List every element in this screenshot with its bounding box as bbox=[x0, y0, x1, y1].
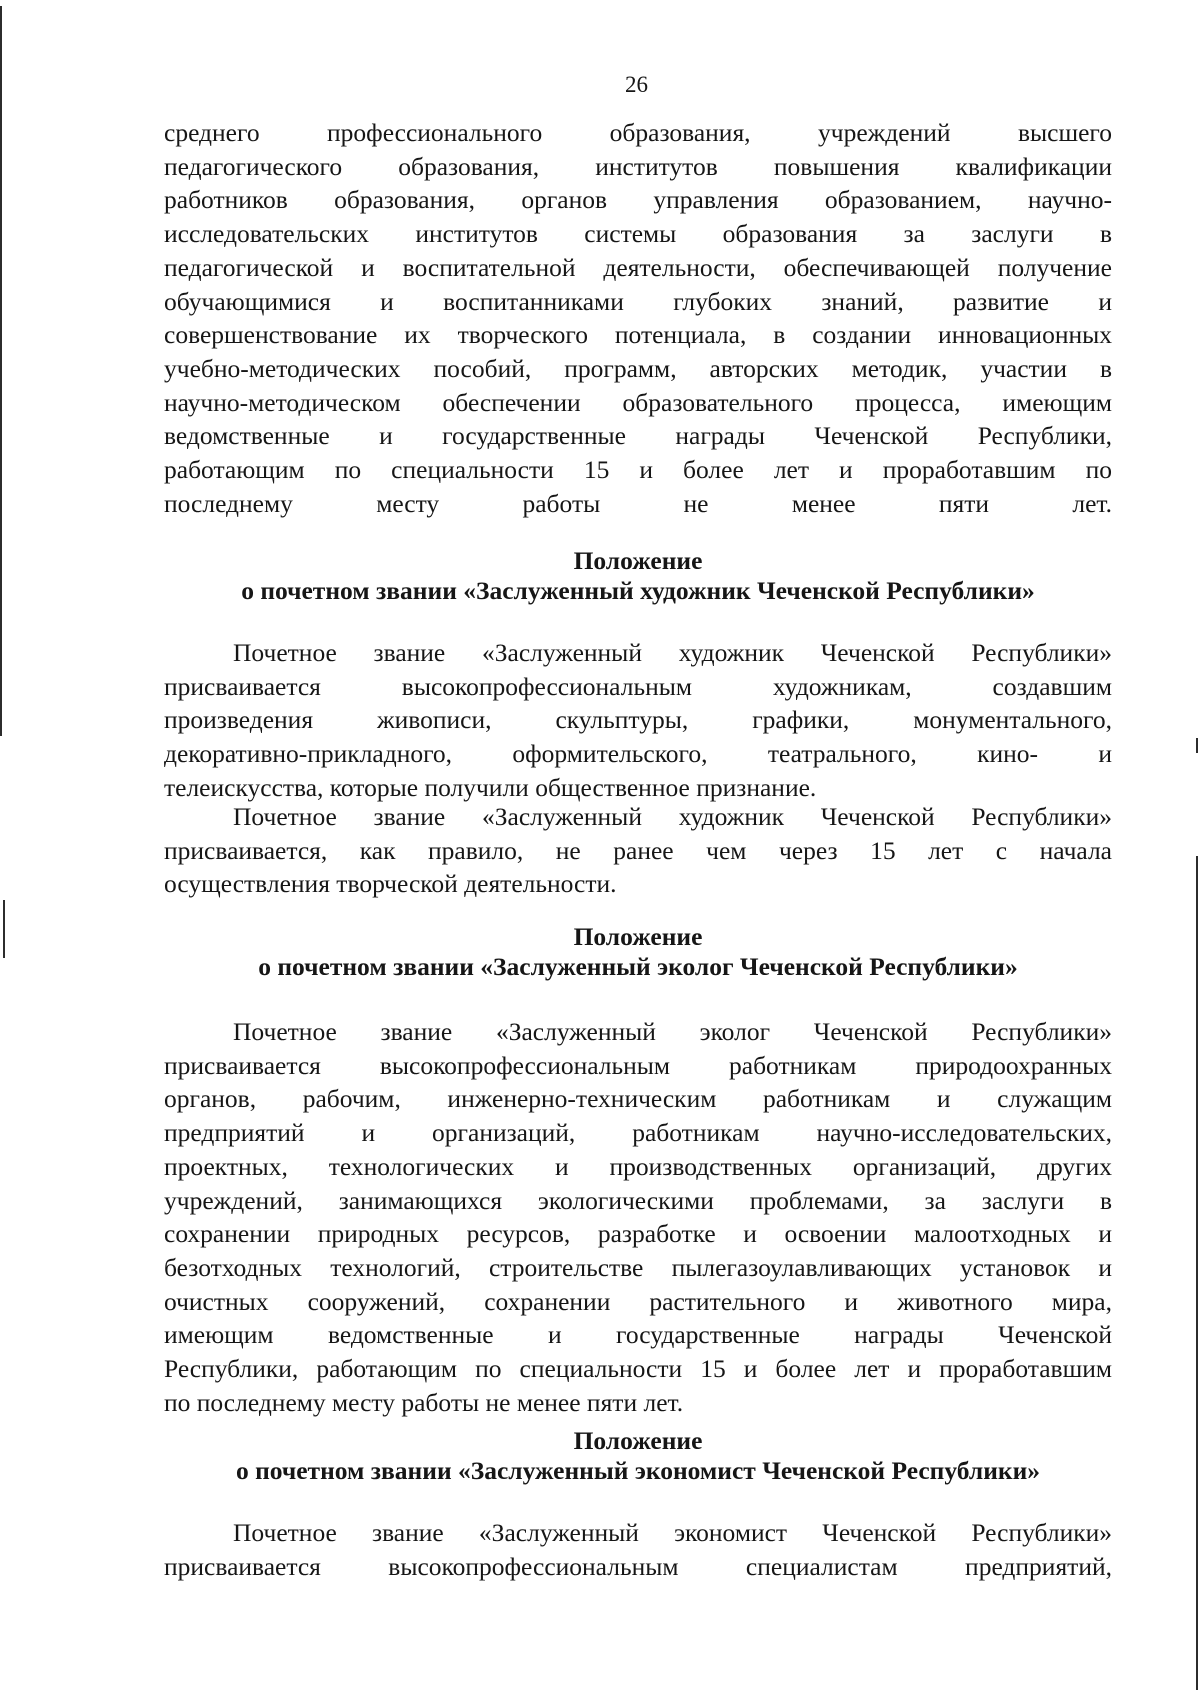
intro-paragraph bbox=[164, 116, 1112, 520]
paragraph-line: осуществления творческой деятельности. bbox=[164, 869, 617, 899]
intro-line: педагогического образования, институтов повышения квалификации bbox=[164, 151, 1112, 181]
section-heading-economist bbox=[164, 1426, 1112, 1486]
heading-line: о почетном звании «Заслуженный эколог Чеченской Республики» bbox=[258, 952, 1018, 981]
paragraph-line: Почетное звание «Заслуженный художник Чеченской Республики» bbox=[233, 638, 1112, 667]
paragraph-line: присваивается высокопрофессиональным специалистам предприятий, bbox=[164, 1551, 1112, 1581]
paragraph-line: Почетное звание «Заслуженный художник Чеченской Республики» bbox=[233, 802, 1112, 831]
paragraph-line: телеискусства, которые получили общественное признание. bbox=[164, 772, 817, 802]
heading-line: Положение bbox=[573, 922, 703, 951]
intro-line: среднего профессионального образования, учреждений высшего bbox=[164, 118, 1112, 147]
paragraph-line: Почетное звание «Заслуженный экономист Чеченской Республики» bbox=[233, 1518, 1112, 1547]
paragraph-line: безотходных технологий, строительстве пылегазоулавливающих установок и bbox=[164, 1252, 1112, 1282]
paragraph-line: присваивается высокопрофессиональным работникам природоохранных bbox=[164, 1050, 1112, 1080]
heading-line: о почетном звании «Заслуженный экономист Чеченской Республики» bbox=[235, 1456, 1041, 1485]
heading-line: Положение bbox=[573, 546, 703, 575]
section-heading-artist bbox=[164, 546, 1112, 606]
artist-paragraph-1 bbox=[164, 636, 1112, 805]
ecologist-paragraph bbox=[164, 1015, 1112, 1419]
intro-line: обучающимися и воспитанниками глубоких знаний, развитие и bbox=[164, 286, 1112, 316]
intro-line: педагогической и воспитательной деятельности, обеспечивающей получение bbox=[164, 252, 1112, 282]
scan-edge-mark-right bbox=[1196, 738, 1198, 753]
paragraph-line: Республики, работающим по специальности 15 и более лет и проработавшим bbox=[164, 1354, 1112, 1384]
paragraph-line: присваивается высокопрофессиональным художникам, создавшим bbox=[164, 671, 1112, 701]
paragraph-line: по последнему месту работы не менее пяти лет. bbox=[164, 1387, 684, 1417]
paragraph-line: присваивается, как правило, не ранее чем через 15 лет с начала bbox=[164, 835, 1112, 865]
paragraph-line: имеющим ведомственные и государственные награды Чеченской bbox=[164, 1320, 1112, 1350]
intro-line: последнему месту работы не менее пяти лет. bbox=[164, 488, 1112, 518]
section-heading-ecologist bbox=[164, 922, 1112, 982]
scan-edge-mark-right-lower bbox=[1196, 856, 1198, 1690]
paragraph-line: очистных сооружений, сохранении растительного и животного мира, bbox=[164, 1286, 1112, 1316]
intro-line: научно-методическом обеспечении образовательного процесса, имеющим bbox=[164, 387, 1112, 417]
intro-line: исследовательских институтов системы образования за заслуги в bbox=[164, 219, 1112, 249]
paragraph-line: Почетное звание «Заслуженный эколог Чеченской Республики» bbox=[233, 1017, 1112, 1046]
intro-line: работающим по специальности 15 и более лет и проработавшим по bbox=[164, 455, 1112, 485]
intro-line: совершенствование их творческого потенциала, в создании инновационных bbox=[164, 320, 1112, 350]
paragraph-line: проектных, технологических и производственных организаций, других bbox=[164, 1151, 1112, 1181]
scan-edge-mark-left bbox=[0, 6, 2, 736]
intro-line: работников образования, органов управления образованием, научно- bbox=[164, 185, 1112, 215]
artist-paragraph-2 bbox=[164, 800, 1112, 901]
paragraph-line: предприятий и организаций, работникам научно-исследовательских, bbox=[164, 1118, 1112, 1148]
heading-line: о почетном звании «Заслуженный художник Чеченской Республики» bbox=[241, 576, 1035, 605]
paragraph-line: декоративно-прикладного, оформительского, театрального, кино- и bbox=[164, 739, 1112, 769]
paragraph-line: учреждений, занимающихся экологическими проблемами, за заслуги в bbox=[164, 1185, 1112, 1215]
heading-line: Положение bbox=[573, 1426, 703, 1455]
paragraph-line: сохранении природных ресурсов, разработке и освоении малоотходных и bbox=[164, 1219, 1112, 1249]
economist-paragraph bbox=[164, 1516, 1112, 1583]
scan-edge-mark-left-lower bbox=[3, 900, 5, 958]
page-number: 26 bbox=[625, 72, 648, 97]
paragraph-line: органов, рабочим, инженерно-техническим работникам и служащим bbox=[164, 1084, 1112, 1114]
paragraph-line: произведения живописи, скульптуры, графики, монументального, bbox=[164, 705, 1112, 735]
intro-line: учебно-методических пособий, программ, авторских методик, участии в bbox=[164, 353, 1112, 383]
intro-line: ведомственные и государственные награды Чеченской Республики, bbox=[164, 421, 1112, 451]
